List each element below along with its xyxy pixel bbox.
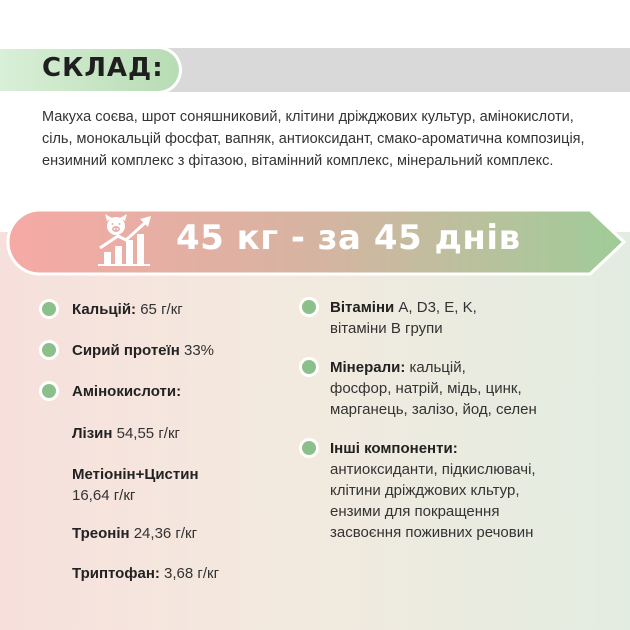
lysine-label: Лізин bbox=[72, 425, 113, 442]
item-amino bbox=[72, 381, 181, 402]
item-vitamins bbox=[330, 297, 477, 339]
bullet-minerals bbox=[302, 360, 316, 374]
tryptophan-value: 3,68 г/кг bbox=[164, 565, 220, 582]
bullet-calcium bbox=[42, 302, 56, 316]
pig-growth-chart-icon bbox=[96, 214, 154, 266]
methionine-label: Метіонін+Цистин bbox=[72, 466, 199, 483]
other-line-2: клітини дріжджових кльтур, bbox=[330, 482, 520, 499]
calcium-value: 65 г/кг bbox=[140, 301, 183, 318]
bullet-protein bbox=[42, 343, 56, 357]
other-line-3: ензими для покращення bbox=[330, 503, 500, 520]
minerals-value-2: фосфор, натрій, мідь, цинк, bbox=[330, 380, 522, 397]
item-threonine bbox=[72, 523, 197, 544]
other-line-1: антиоксиданти, підкислювачі, bbox=[330, 461, 536, 478]
item-minerals bbox=[330, 357, 537, 420]
threonine-value: 24,36 г/кг bbox=[133, 525, 198, 542]
vitamins-value-2: вітаміни B групи bbox=[330, 320, 443, 337]
bullet-other bbox=[302, 441, 316, 455]
vitamins-label: Вітаміни bbox=[330, 299, 395, 316]
tryptophan-label: Триптофан: bbox=[72, 565, 160, 582]
protein-value: 33% bbox=[183, 342, 215, 359]
calcium-label: Кальцій: bbox=[72, 301, 137, 318]
minerals-label: Мінерали: bbox=[330, 359, 406, 376]
item-other bbox=[330, 438, 536, 543]
methionine-value: 16,64 г/кг bbox=[72, 487, 136, 504]
threonine-label: Треонін bbox=[72, 525, 130, 542]
banner-text: 45 кг - за 45 днів bbox=[176, 218, 521, 258]
item-protein bbox=[72, 340, 214, 361]
protein-label: Сирий протеїн bbox=[72, 342, 180, 359]
lysine-value: 54,55 г/кг bbox=[116, 425, 180, 442]
item-calcium bbox=[72, 299, 183, 320]
bullet-vitamins bbox=[302, 300, 316, 314]
other-line-4: засвоєння поживних речовин bbox=[330, 524, 534, 541]
vitamins-value-1: A, D3, E, K, bbox=[398, 299, 477, 316]
other-label: Інші компоненти: bbox=[330, 440, 458, 457]
item-lysine bbox=[72, 423, 180, 444]
bullet-amino bbox=[42, 384, 56, 398]
amino-label: Амінокислоти: bbox=[72, 383, 182, 400]
composition-text: Макуха соєва, шрот соняшниковий, клітини дріжджових культур, амінокислоти, сіль, монокальцій фосфат, вапняк, антиоксидант, смако-ароматична композиція, ензимний комплекс з фітазою, вітамінний комплекс, мінеральний комплекс. bbox=[42, 109, 585, 169]
minerals-value-3: марганець, залізо, йод, селен bbox=[330, 401, 537, 418]
section-title: СКЛАД: bbox=[42, 53, 164, 83]
minerals-value-1: кальцій, bbox=[409, 359, 466, 376]
item-tryptophan bbox=[72, 563, 219, 584]
item-methionine bbox=[72, 464, 199, 506]
